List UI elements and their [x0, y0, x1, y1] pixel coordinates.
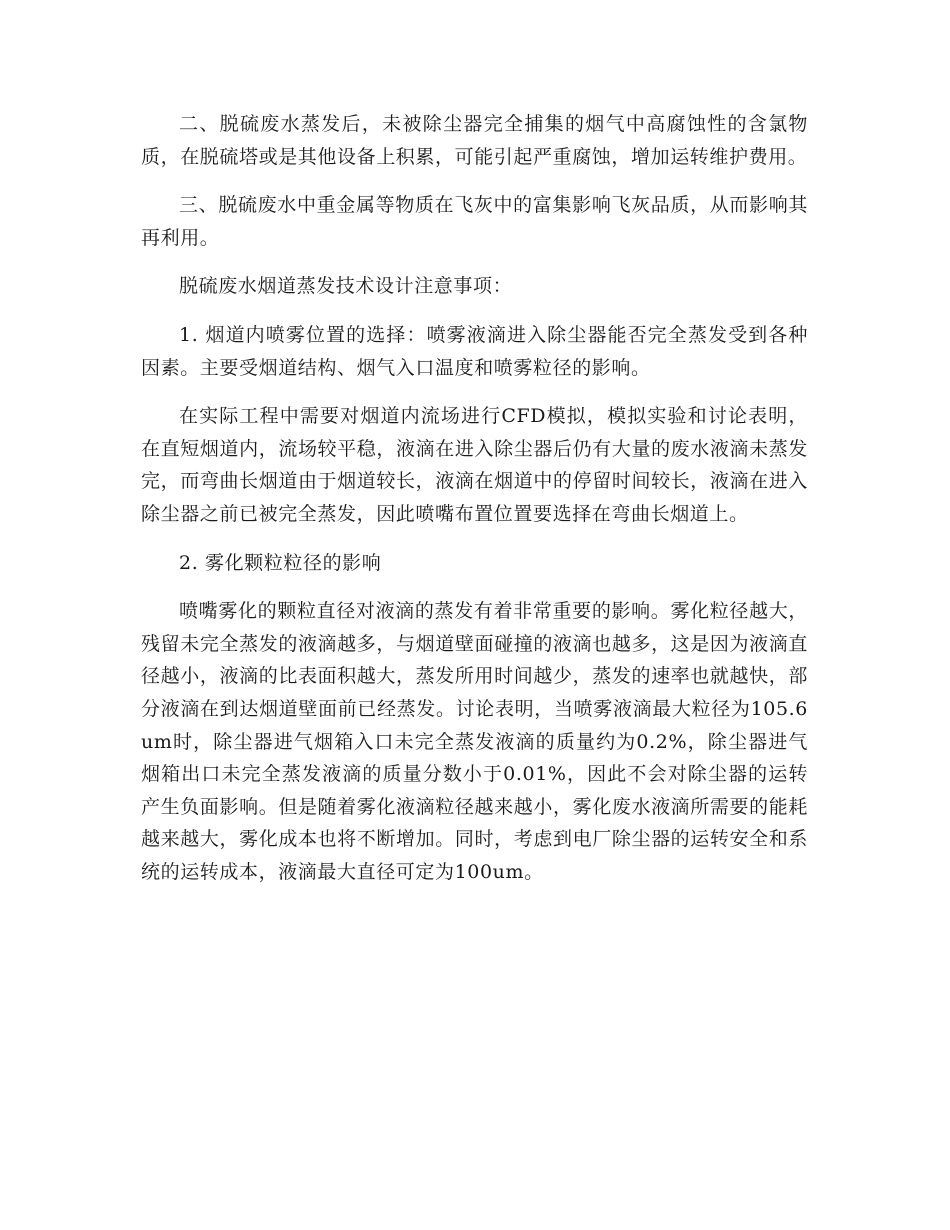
section-heading-design-notes: 脱硫废水烟道蒸发技术设计注意事项： — [179, 275, 513, 298]
document-body — [141, 108, 808, 904]
paragraph-particle-size: 喷嘴雾化的颗粒直径对液滴的蒸发有着非常重要的影响。雾化粒径越大，残留未完全蒸发的液滴越多，与烟道壁面碰撞的液滴也越多，这是因为液滴直径越小，液滴的比表面积越大，蒸发所用时间越少，蒸发的速率也就越快，部分液滴在到达烟道壁面前已经蒸发。讨论表明，当喷雾液滴最大粒径为105.6um时，除尘器进气烟箱入口未完全蒸发液滴的质量约为0.2%，除尘器进气烟箱出口未完全蒸发液滴的质量分数小于0.01%，因此不会对除尘器的运转产生负面影响。但是随着雾化液滴粒径越来越小，雾化废水液滴所需要的能耗越来越大，雾化成本也将不断增加。同时，考虑到电厂除尘器的运转安全和系统的运转成本，液滴最大直径可定为100um。 — [141, 600, 808, 883]
subheading-particle-size: 2. 雾化颗粒粒径的影响 — [179, 551, 382, 574]
paragraph-cfd-simulation: 在实际工程中需要对烟道内流场进行CFD模拟，模拟实验和讨论表明，在直短烟道内，流场较平稳，液滴在进入除尘器后仍有大量的废水液滴未蒸发完，而弯曲长烟道由于烟道较长，液滴在烟道中的停留时间较长，液滴在进入除尘器之前已被完全蒸发，因此喷嘴布置位置要选择在弯曲长烟道上。 — [141, 405, 808, 525]
paragraph-spray-position: 1. 烟道内喷雾位置的选择：喷雾液滴进入除尘器能否完全蒸发受到各种因素。主要受烟道结构、烟气入口温度和喷雾粒径的影响。 — [141, 323, 808, 379]
paragraph-corrosion: 二、脱硫废水蒸发后，未被除尘器完全捕集的烟气中高腐蚀性的含氯物质，在脱硫塔或是其他设备上积累，可能引起严重腐蚀，增加运转维护费用。 — [141, 113, 808, 168]
paragraph-fly-ash: 三、脱硫废水中重金属等物质在飞灰中的富集影响飞灰品质，从而影响其再利用。 — [141, 194, 808, 249]
